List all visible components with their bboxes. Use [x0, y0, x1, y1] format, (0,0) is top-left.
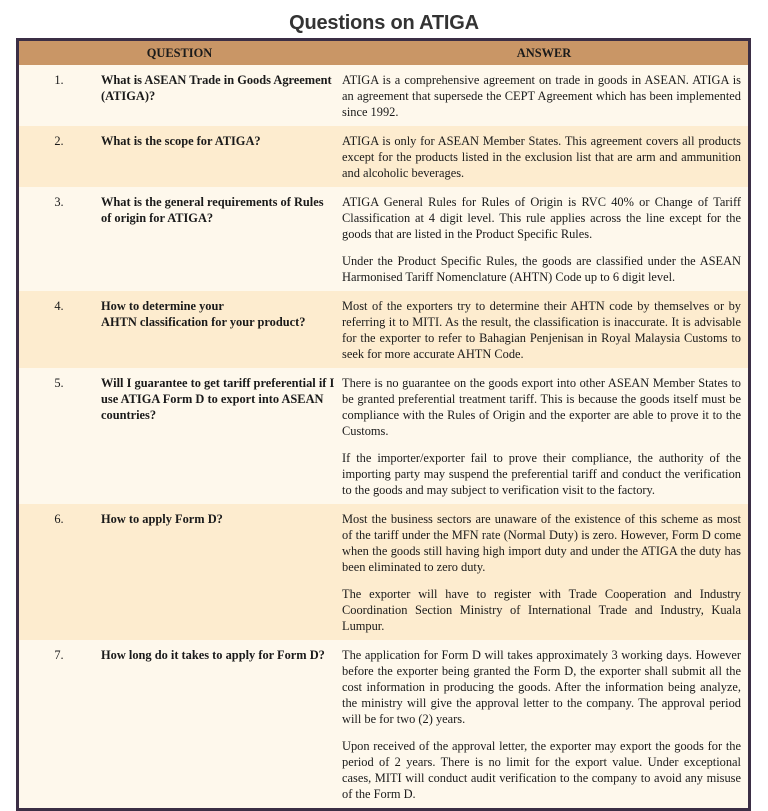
question-text	[89, 291, 340, 368]
question-text: How to apply Form D?	[89, 504, 340, 640]
answer-cell	[340, 504, 748, 640]
answer-cell	[340, 368, 748, 504]
table-row	[19, 187, 748, 291]
question-line: AHTN classification for your product?	[101, 315, 306, 329]
answer-paragraph: The exporter will have to register with Trade Cooperation and Industry Coordination Section Ministry of International Trade and Industry, Kuala Lumpur.	[342, 587, 741, 633]
answer-paragraph: Under the Product Specific Rules, the goods are classified under the ASEAN Harmonised Tariff Nomenclature (AHTN) Code up to 6 digit level.	[342, 254, 741, 284]
table-header-row	[19, 41, 748, 65]
answer-paragraph: Most the business sectors are unaware of the existence of this scheme as most of the tariff under the MFN rate (Normal Duty) is zero. However, Form D come when the goods still having high import duty and under the ATIGA the duty has been eliminated to zero duty.	[342, 512, 741, 574]
question-text: Will I guarantee to get tariff preferential if I use ATIGA Form D to export into ASEAN countries?	[89, 368, 340, 504]
question-column-header: QUESTION	[19, 41, 340, 65]
table-row	[19, 368, 748, 504]
answer-paragraph: The application for Form D will takes approximately 3 working days. However before the exporter being granted the Form D, the exporter shall submit all the cost information in producing the goods. After the information being analyze, the ministry will give the approval letter to the company. The approval period will be for two (2) years.	[342, 648, 741, 726]
answer-column-header: ANSWER	[340, 41, 748, 65]
row-number: 1.	[19, 65, 89, 126]
answer-cell	[340, 640, 748, 808]
table-row	[19, 504, 748, 640]
table-row	[19, 291, 748, 368]
row-number: 3.	[19, 187, 89, 291]
answer-paragraph: ATIGA is only for ASEAN Member States. This agreement covers all products except for the products listed in the exclusion list that are arm and ammunition and alcoholic beverages.	[342, 134, 741, 180]
faq-table-container	[16, 38, 751, 811]
table-row	[19, 65, 748, 126]
answer-paragraph: ATIGA is a comprehensive agreement on trade in goods in ASEAN. ATIGA is an agreement that supersede the CEPT Agreement which has been implemented since 1992.	[342, 73, 741, 119]
page-title: Questions on ATIGA	[289, 12, 479, 34]
row-number: 6.	[19, 504, 89, 640]
table-row	[19, 126, 748, 187]
row-number: 5.	[19, 368, 89, 504]
answer-cell	[340, 126, 748, 187]
answer-cell	[340, 187, 748, 291]
row-number: 2.	[19, 126, 89, 187]
answer-paragraph: If the importer/exporter fail to prove their compliance, the authority of the importing party may suspend the preferential tariff and conduct the verification to the goods and may subject to verification visit to the factory.	[342, 451, 741, 497]
answer-cell	[340, 291, 748, 368]
answer-paragraph: There is no guarantee on the goods export into other ASEAN Member States to be granted preferential treatment tariff. This is because the goods itself must be compliance with the Rules of Origin and the exporter are able to prove it to the Customs.	[342, 376, 741, 438]
row-number: 7.	[19, 640, 89, 808]
question-text: What is ASEAN Trade in Goods Agreement (ATIGA)?	[89, 65, 340, 126]
question-line: How to determine your	[101, 299, 224, 313]
answer-paragraph: Most of the exporters try to determine their AHTN code by themselves or by referring it to MITI. As the result, the classification is inaccurate. It is advisable for the exporter to refer to Bahagian Penjenisan in Royal Malaysia Customs to seek for more accurate AHTN Code.	[342, 299, 741, 361]
answer-paragraph: ATIGA General Rules for Rules of Origin is RVC 40% or Change of Tariff Classification at 4 digit level. This rule applies across the line except for the goods that are listed in the Product Specific Rules.	[342, 195, 741, 241]
question-text: What is the general requirements of Rules of origin for ATIGA?	[89, 187, 340, 291]
answer-paragraph: Upon received of the approval letter, the exporter may export the goods for the period of 2 years. There is no limit for the export value. Under exceptional cases, MITI will conduct audit verification to the company to avoid any misuse of the Form D.	[342, 739, 741, 801]
faq-table	[19, 41, 748, 808]
row-number: 4.	[19, 291, 89, 368]
table-row	[19, 640, 748, 808]
question-text: What is the scope for ATIGA?	[89, 126, 340, 187]
answer-cell	[340, 65, 748, 126]
question-text: How long do it takes to apply for Form D?	[89, 640, 340, 808]
